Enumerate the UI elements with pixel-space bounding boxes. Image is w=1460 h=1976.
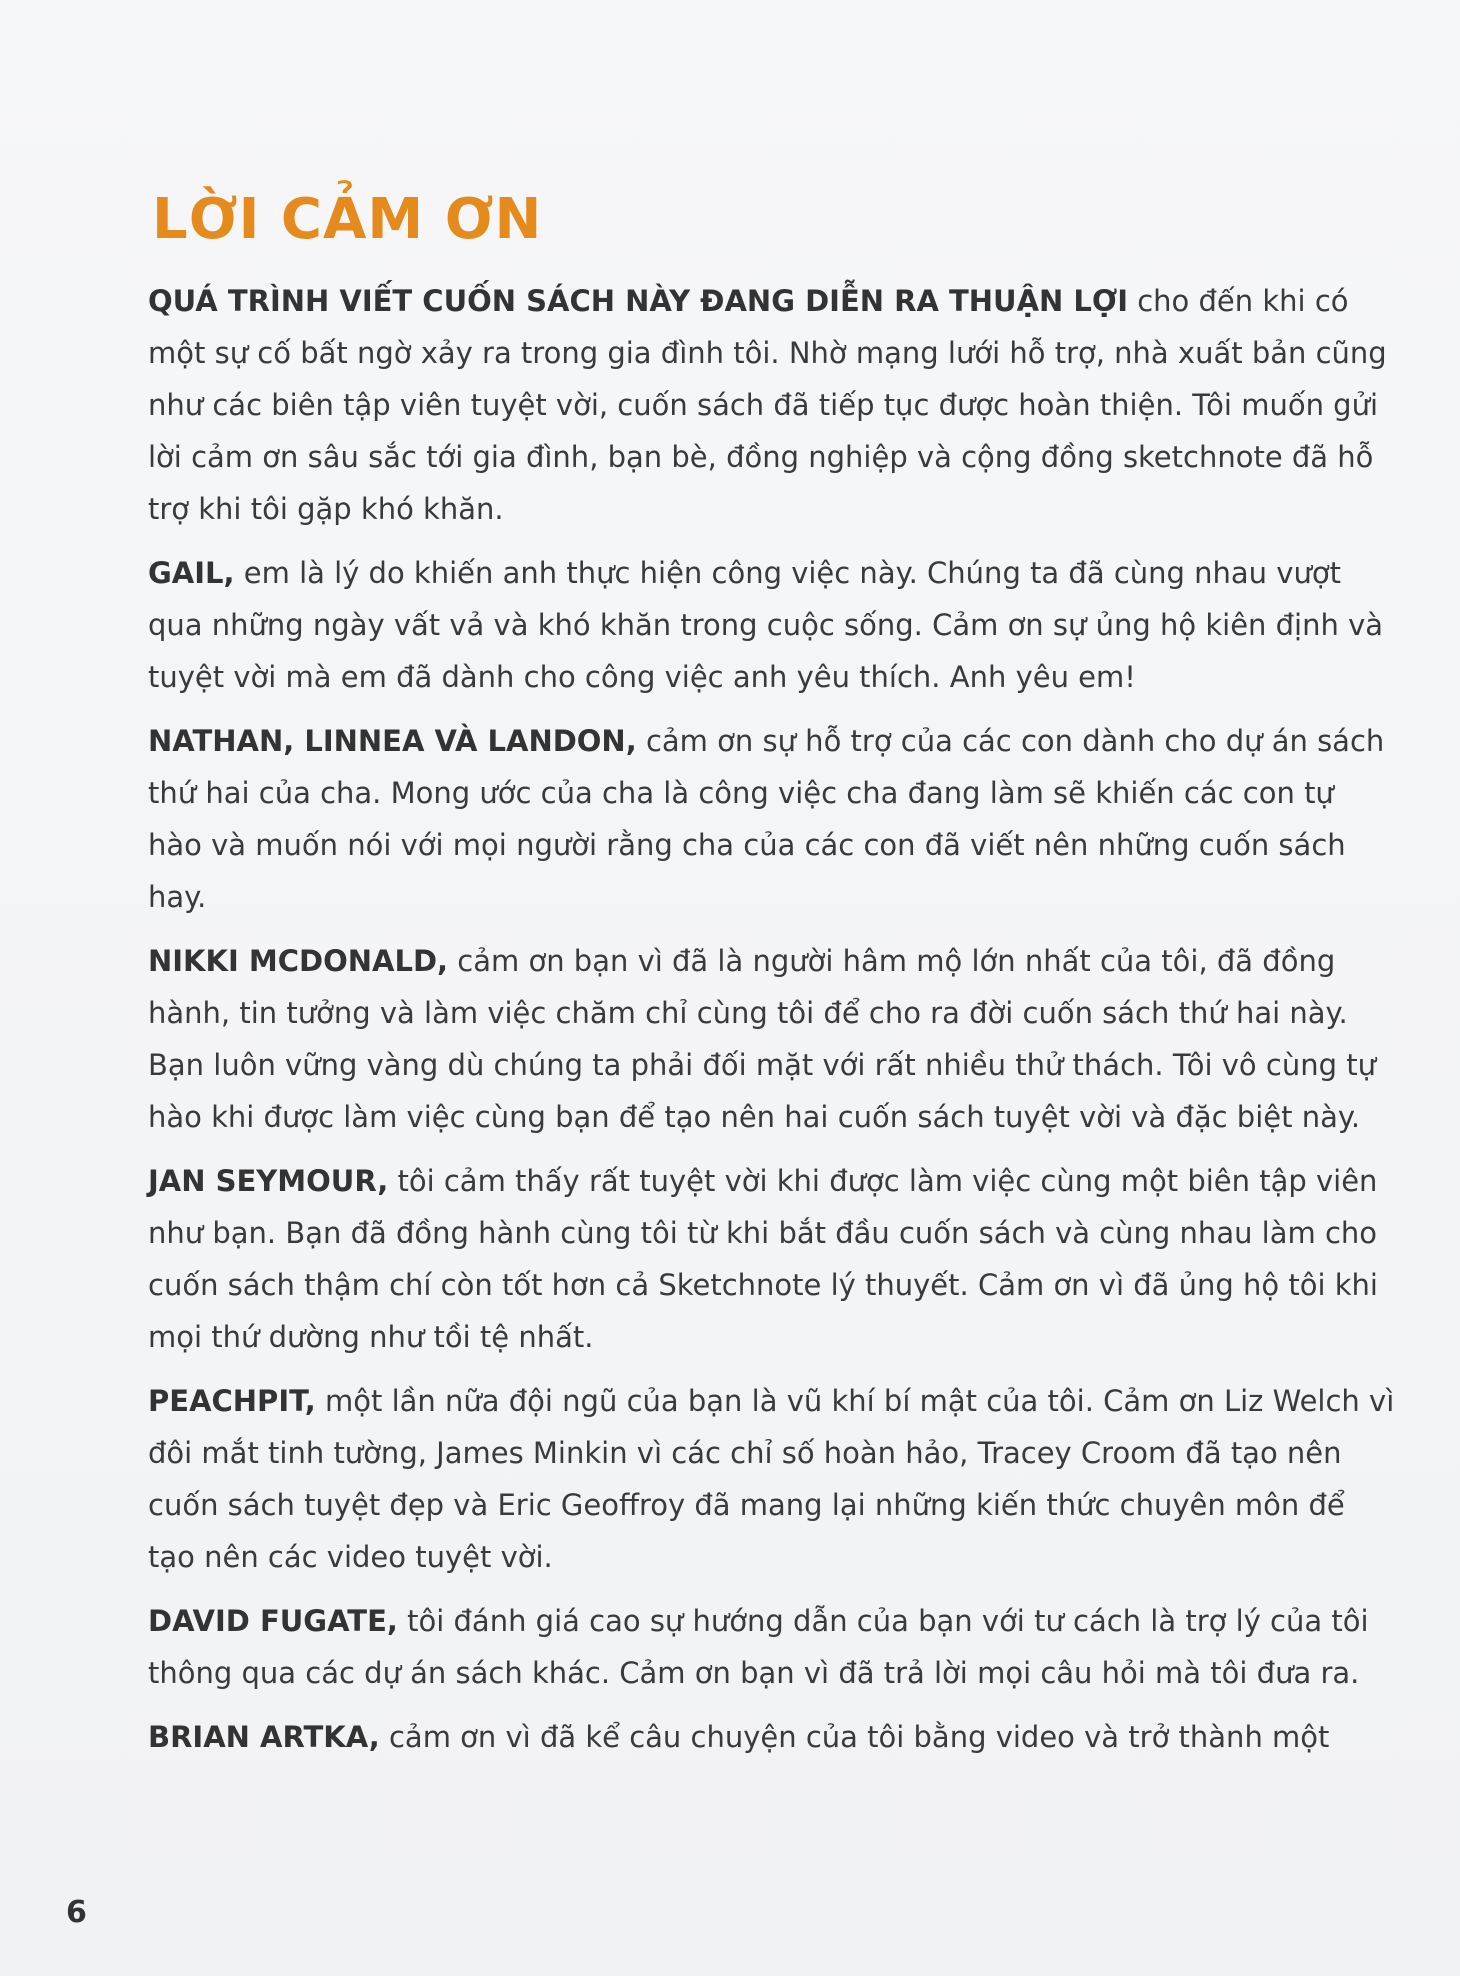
- paragraph: [148, 1155, 1396, 1363]
- paragraph: [148, 1711, 1396, 1763]
- paragraph: [148, 935, 1396, 1143]
- paragraph-lead: PEACHPIT,: [148, 1384, 316, 1418]
- paragraph-lead: JAN SEYMOUR,: [148, 1164, 389, 1198]
- paragraph: [148, 547, 1396, 703]
- paragraph-text: một lần nữa đội ngũ của bạn là vũ khí bí mật của tôi. Cảm ơn Liz Welch vì đôi mắt tinh tường, James Minkin vì các chỉ số hoàn hảo, Tracey Croom đã tạo nên cuốn sách tuyệt đẹp và Eric Geoffroy đã mang lại những kiến thức chuyên môn để tạo nên các video tuyệt vời.: [148, 1384, 1395, 1574]
- paragraph-text: tôi cảm thấy rất tuyệt vời khi được làm việc cùng một biên tập viên như bạn. Bạn đã đồng hành cùng tôi từ khi bắt đầu cuốn sách và cùng nhau làm cho cuốn sách thậm chí còn tốt hơn cả Sketchnote lý thuyết. Cảm ơn vì đã ủng hộ tôi khi mọi thứ dường như tồi tệ nhất.: [148, 1164, 1378, 1354]
- paragraph-text: cảm ơn bạn vì đã là người hâm mộ lớn nhất của tôi, đã đồng hành, tin tưởng và làm việc chăm chỉ cùng tôi để cho ra đời cuốn sách thứ hai này. Bạn luôn vững vàng dù chúng ta phải đối mặt với rất nhiều thử thách. Tôi vô cùng tự hào khi được làm việc cùng bạn để tạo nên hai cuốn sách tuyệt vời và đặc biệt này.: [148, 944, 1376, 1134]
- paragraph: [148, 1375, 1396, 1583]
- paragraph-text: cảm ơn vì đã kể câu chuyện của tôi bằng video và trở thành một: [379, 1720, 1330, 1754]
- paragraph-lead: BRIAN ARTKA,: [148, 1720, 380, 1754]
- paragraph-lead: DAVID FUGATE,: [148, 1604, 398, 1638]
- paragraph-text: tôi đánh giá cao sự hướng dẫn của bạn với tư cách là trợ lý của tôi thông qua các dự án sách khác. Cảm ơn bạn vì đã trả lời mọi câu hỏi mà tôi đưa ra.: [148, 1604, 1369, 1690]
- paragraph: [148, 715, 1396, 923]
- paragraph-text: em là lý do khiến anh thực hiện công việc này. Chúng ta đã cùng nhau vượt qua những ngày vất vả và khó khăn trong cuộc sống. Cảm ơn sự ủng hộ kiên định và tuyệt vời mà em đã dành cho công việc anh yêu thích. Anh yêu em!: [148, 556, 1384, 694]
- paragraph-lead: NIKKI MCDONALD,: [148, 944, 449, 978]
- paragraph-lead: QUÁ TRÌNH VIẾT CUỐN SÁCH NÀY ĐANG DIỄN RA THUẬN LỢI: [148, 284, 1129, 318]
- paragraph-lead: NATHAN, LINNEA VÀ LANDON,: [148, 724, 637, 758]
- acknowledgements-body: [148, 275, 1396, 1775]
- paragraph: [148, 275, 1396, 535]
- paragraph-lead: GAIL,: [148, 556, 235, 590]
- page-title: LỜI CẢM ƠN: [152, 187, 543, 252]
- paragraph: [148, 1595, 1396, 1699]
- page-number: 6: [66, 1895, 87, 1930]
- paragraph-text: cho đến khi có một sự cố bất ngờ xảy ra trong gia đình tôi. Nhờ mạng lưới hỗ trợ, nhà xuất bản cũng như các biên tập viên tuyệt vời, cuốn sách đã tiếp tục được hoàn thiện. Tôi muốn gửi lời cảm ơn sâu sắc tới gia đình, bạn bè, đồng nghiệp và cộng đồng sketchnote đã hỗ trợ khi tôi gặp khó khăn.: [148, 284, 1387, 526]
- paragraph-text: cảm ơn sự hỗ trợ của các con dành cho dự án sách thứ hai của cha. Mong ước của cha là công việc cha đang làm sẽ khiến các con tự hào và muốn nói với mọi người rằng cha của các con đã viết nên những cuốn sách hay.: [148, 724, 1385, 914]
